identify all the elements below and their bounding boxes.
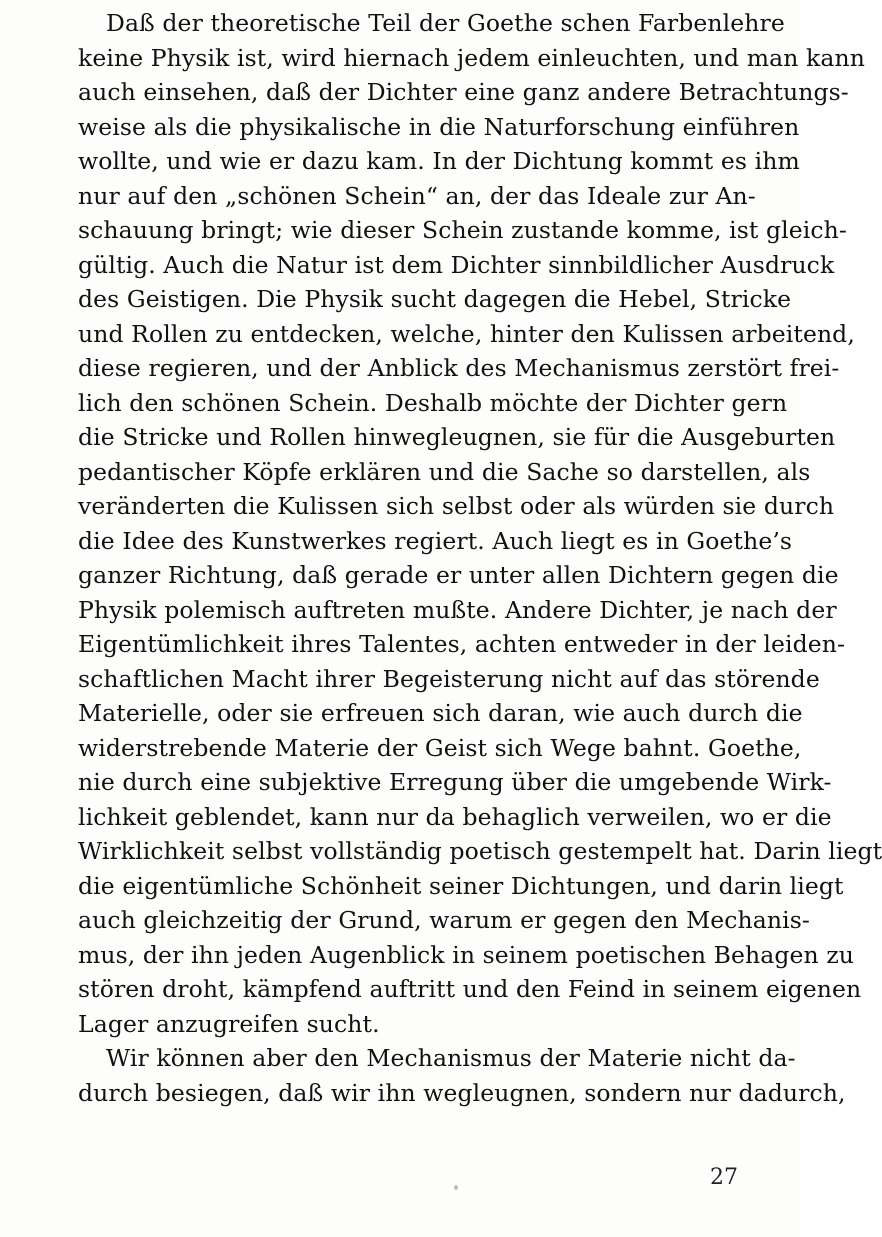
text-line: lichkeit geblendet, kann nur da behaglich verweilen, wo er die xyxy=(78,802,832,831)
text-line: lich den schönen Schein. Deshalb möchte der Dichter gern xyxy=(78,388,788,417)
text-line: Lager anzugreifen sucht. xyxy=(78,1009,380,1038)
text-line: stören droht, kämpfend auftritt und den Feind in seinem eigenen xyxy=(78,975,862,1003)
text-line: schauung bringt; wie dieser Schein zustande komme, ist gleich- xyxy=(78,216,847,244)
page-number: 27 xyxy=(710,1165,738,1190)
text-line: mus, der ihn jeden Augenblick in seinem poetischen Behagen zu xyxy=(78,940,855,969)
text-line: des Geistigen. Die Physik sucht dagegen die Hebel, Stricke xyxy=(78,285,792,313)
text-line: ganzer Richtung, daß gerade er unter allen Dichtern gegen die xyxy=(78,561,839,589)
body-text xyxy=(78,6,882,1110)
text-line: durch besiegen, daß wir ihn wegleugnen, sondern nur dadurch, xyxy=(78,1078,846,1107)
text-line: die eigentümliche Schönheit seiner Dichtungen, und darin liegt xyxy=(78,871,844,900)
text-line: diese regieren, und der Anblick des Mechanismus zerstört frei- xyxy=(78,354,840,382)
text-line: nie durch eine subjektive Erregung über die umgebende Wirk- xyxy=(78,768,832,796)
text-line: die Stricke und Rollen hinwegleugnen, sie für die Ausgeburten xyxy=(78,423,836,451)
text-line: keine Physik ist, wird hiernach jedem einleuchten, und man kann xyxy=(78,43,865,72)
text-line: und Rollen zu entdecken, welche, hinter den Kulissen arbeitend, xyxy=(78,319,855,348)
text-line: wollte, und wie er dazu kam. In der Dichtung kommt es ihm xyxy=(78,147,800,175)
text-line: veränderten die Kulissen sich selbst oder als würden sie durch xyxy=(78,492,835,520)
text-line: Wir können aber den Mechanismus der Materie nicht da- xyxy=(106,1044,796,1072)
text-line: Wirklichkeit selbst vollständig poetisch gestempelt hat. Darin liegt xyxy=(78,837,882,865)
paper-spot xyxy=(454,1185,458,1190)
text-line: gültig. Auch die Natur ist dem Dichter sinnbildlicher Ausdruck xyxy=(78,250,835,279)
text-line: auch gleichzeitig der Grund, warum er gegen den Mechanis- xyxy=(78,906,810,934)
text-line: weise als die physikalische in die Naturforschung einführen xyxy=(78,112,800,141)
text-line: pedantischer Köpfe erklären und die Sache so darstellen, als xyxy=(78,457,811,486)
text-line: widerstrebende Materie der Geist sich Wege bahnt. Goethe, xyxy=(78,733,802,762)
text-line: auch einsehen, daß der Dichter eine ganz andere Betrachtungs- xyxy=(78,78,849,106)
text-line: nur auf den „schönen Schein“ an, der das Ideale zur An- xyxy=(78,181,756,210)
text-line: Eigentümlichkeit ihres Talentes, achten entweder in der leiden- xyxy=(78,630,846,658)
text-line: Daß der theoretische Teil der Goethe schen Farbenlehre xyxy=(106,9,785,37)
text-line: Physik polemisch auftreten mußte. Andere Dichter, je nach der xyxy=(78,595,837,624)
text-line: Materielle, oder sie erfreuen sich daran, wie auch durch die xyxy=(78,699,803,727)
text-line: schaftlichen Macht ihrer Begeisterung nicht auf das störende xyxy=(78,664,820,693)
text-line: die Idee des Kunstwerkes regiert. Auch liegt es in Goethe’s xyxy=(78,526,793,555)
